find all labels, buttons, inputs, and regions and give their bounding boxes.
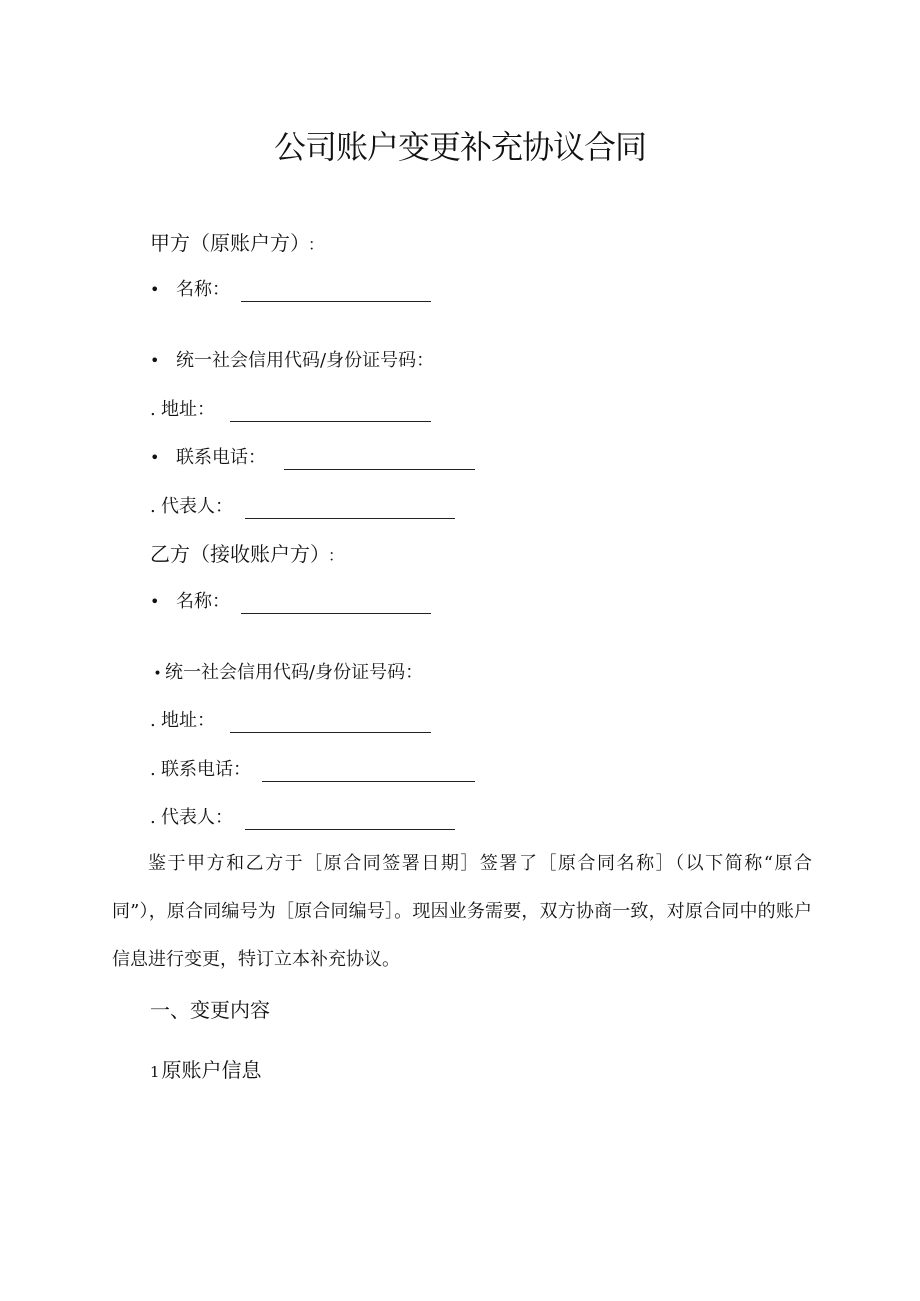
party-b-name-field [150,589,230,615]
party-b-representative-field [150,805,233,831]
party-b-representative-blank[interactable] [245,805,455,830]
bullet-dot: • [150,280,160,299]
subsection-1-1-heading [150,1056,262,1086]
bullet-period: . [150,710,156,731]
bullet-dot: • [150,448,160,467]
party-b-heading-colon: ： [328,546,345,565]
party-b-name-label: 名称： [176,591,230,612]
party-a-heading-colon: ： [308,235,325,254]
bullet-period: . [150,496,156,517]
subsection-1-1-text: 原账户信息 [161,1058,262,1082]
party-b-code-label: 统一社会信用代码/身份证号码： [165,662,424,683]
party-a-address-field [150,397,215,423]
bullet-dot: • [153,666,162,682]
party-b-phone-blank[interactable] [262,757,475,782]
subsection-number: 1 [150,1063,160,1081]
party-a-name-field [150,277,230,303]
party-a-representative-label: 代表人： [161,496,233,517]
party-b-phone-field [150,757,251,783]
party-b-code-field [150,660,423,686]
party-a-phone-label: 联系电话： [176,447,266,468]
party-a-heading-text: 甲方（原账户方） [150,231,300,255]
party-b-address-field [150,708,215,734]
party-b-representative-label: 代表人： [161,807,233,828]
bullet-period: . [150,807,156,828]
preamble-paragraph: 鉴于甲方和乙方于［原合同签署日期］签署了［原合同名称］（以下简称“原合同”），原合同编号为［原合同编号］。现因业务需要，双方协商一致，对原合同中的账户信息进行变更，特订立本补充协议。 [112,853,812,970]
bullet-period: . [150,399,156,420]
party-b-name-blank[interactable] [241,589,431,614]
party-a-representative-field [150,494,233,520]
bullet-dot: • [150,592,160,611]
party-a-code-field [150,348,434,374]
party-a-phone-field [150,445,266,471]
party-b-heading [150,539,344,571]
party-a-address-blank[interactable] [230,397,431,422]
party-b-address-blank[interactable] [230,708,431,733]
party-a-code-label: 统一社会信用代码/身份证号码： [176,350,435,371]
party-a-phone-blank[interactable] [284,445,475,470]
party-a-representative-blank[interactable] [245,494,455,519]
party-b-heading-text: 乙方（接收账户方） [150,542,320,566]
bullet-period: . [150,759,156,780]
bullet-dot: • [150,351,160,370]
party-a-address-label: 地址： [161,399,215,420]
party-a-name-blank[interactable] [241,277,431,302]
party-a-heading [150,228,324,260]
party-a-name-label: 名称： [176,279,230,300]
section-1-heading: 一、变更内容 [150,998,270,1022]
party-b-address-label: 地址： [161,710,215,731]
page-title: 公司账户变更补充协议合同 [273,128,646,166]
party-b-phone-label: 联系电话： [161,759,251,780]
